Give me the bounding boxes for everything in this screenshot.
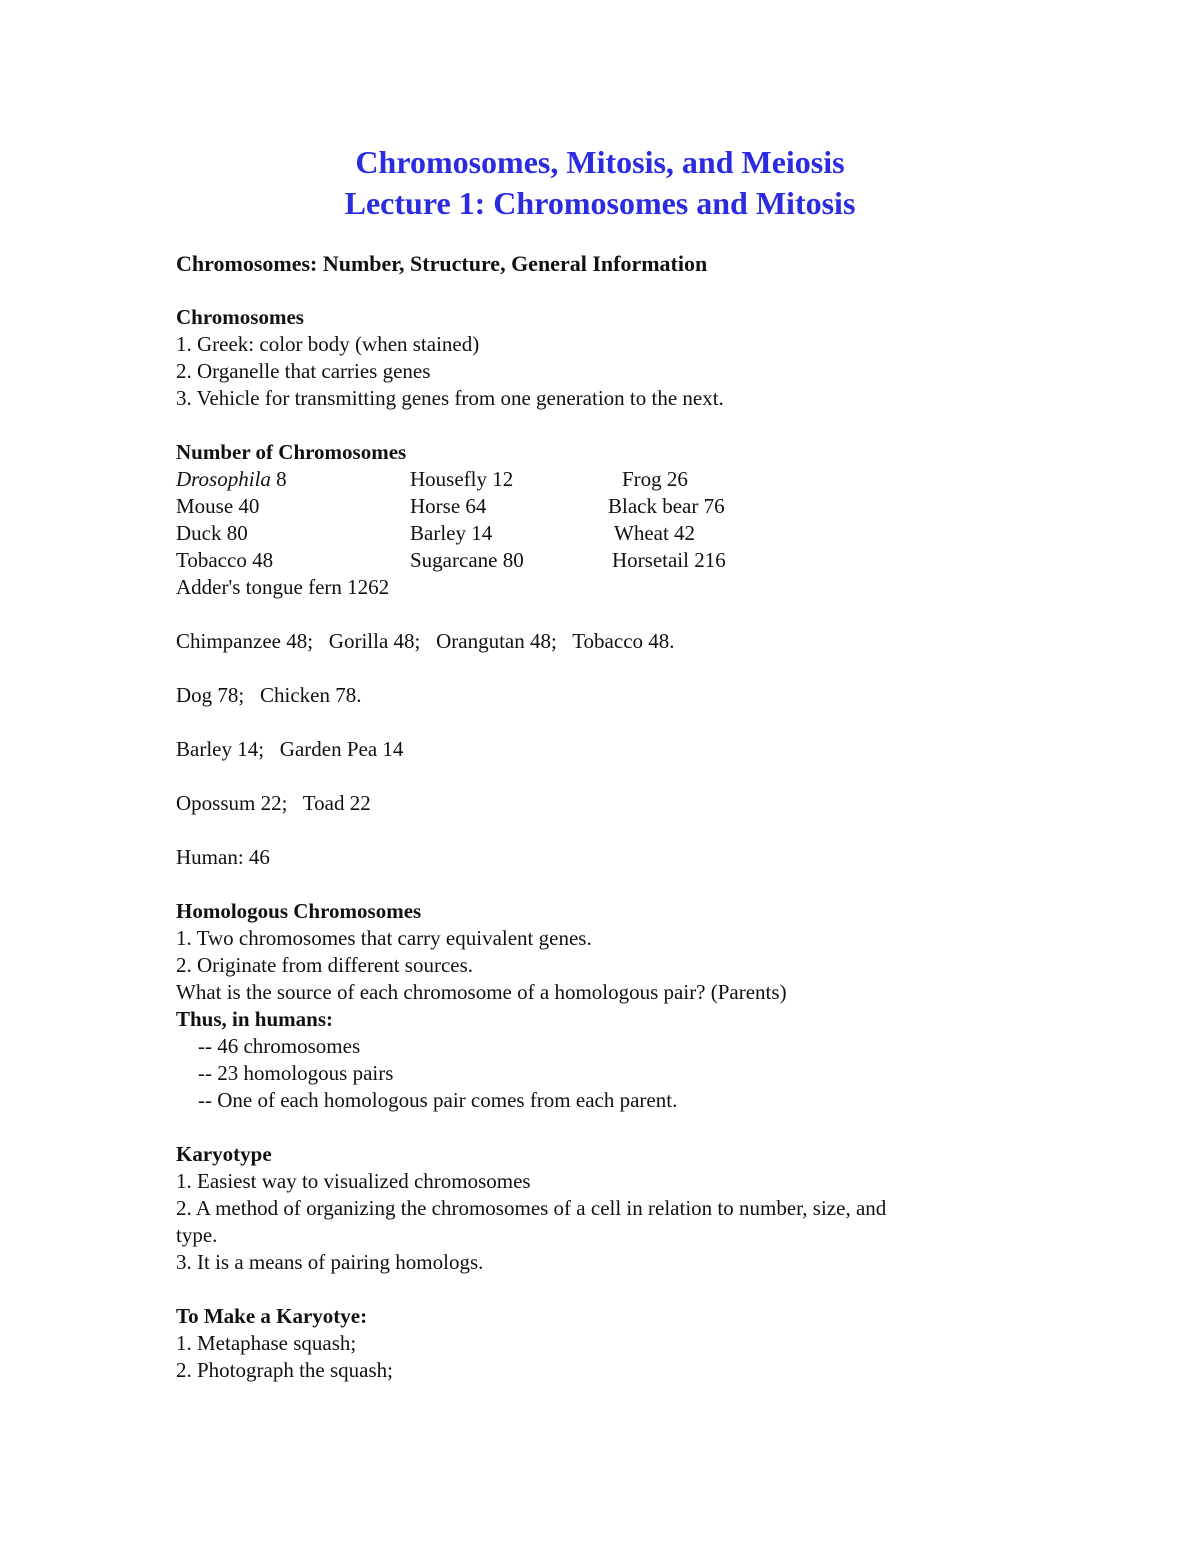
fern-line: Adder's tongue fern 1262	[176, 575, 390, 599]
species-name: Drosophila	[176, 467, 271, 491]
spacer	[176, 763, 1016, 790]
question-line: What is the source of each chromosome of a homologous pair? (Parents)	[176, 980, 787, 1004]
species-row	[176, 547, 1016, 574]
spacer	[176, 709, 1016, 736]
species-cell: Horsetail 216	[612, 548, 726, 572]
spacer	[176, 601, 1016, 628]
species-cell: Barley 14	[410, 521, 493, 545]
spacer	[176, 655, 1016, 682]
section-heading: Chromosomes: Number, Structure, General Information	[176, 251, 708, 276]
spacer	[176, 817, 1016, 844]
spacer	[176, 1276, 1016, 1303]
spacer	[176, 277, 1016, 304]
species-cell: Duck 80	[176, 521, 248, 545]
list-item: 3. It is a means of pairing homologs.	[176, 1250, 484, 1274]
species-row	[176, 520, 1016, 547]
list-item: 3. Vehicle for transmitting genes from one generation to the next.	[176, 386, 724, 410]
list-item: 2. Originate from different sources.	[176, 953, 474, 977]
title-line-2: Lecture 1: Chromosomes and Mitosis	[344, 185, 856, 221]
list-item: 2. Organelle that carries genes	[176, 359, 431, 383]
list-item: 1. Two chromosomes that carry equivalent genes.	[176, 926, 592, 950]
homologous-heading: Homologous Chromosomes	[176, 899, 422, 923]
species-cell: Tobacco 48	[176, 548, 274, 572]
number-heading: Number of Chromosomes	[176, 440, 407, 464]
document-body	[176, 250, 1016, 1384]
species-cell: Horse 64	[410, 494, 487, 518]
karyotype-heading: Karyotype	[176, 1142, 272, 1166]
species-cell: Frog 26	[622, 467, 688, 491]
make-karyotype-heading: To Make a Karyotye:	[176, 1304, 368, 1328]
species-cell	[176, 466, 287, 493]
group-line: Opossum 22; Toad 22	[176, 791, 371, 815]
spacer	[176, 1114, 1016, 1141]
list-item: 1. Easiest way to visualized chromosomes	[176, 1169, 531, 1193]
species-row	[176, 466, 1016, 493]
human-line: Human: 46	[176, 845, 270, 869]
spacer	[176, 871, 1016, 898]
species-cell: Wheat 42	[614, 521, 696, 545]
species-cell: Housefly 12	[410, 467, 514, 491]
species-cell: Sugarcane 80	[410, 548, 524, 572]
species-cell: Black bear 76	[608, 494, 725, 518]
list-item: 1. Metaphase squash;	[176, 1331, 357, 1355]
group-line: Chimpanzee 48; Gorilla 48; Orangutan 48; Tobacco 48.	[176, 629, 675, 653]
chromosomes-heading: Chromosomes	[176, 305, 304, 329]
list-item: 2. Photograph the squash;	[176, 1358, 393, 1382]
list-item: type.	[176, 1223, 218, 1247]
thus-line: Thus, in humans:	[176, 1007, 333, 1031]
list-item: 1. Greek: color body (when stained)	[176, 332, 480, 356]
bullet-item: -- 46 chromosomes	[198, 1034, 361, 1058]
species-row	[176, 493, 1016, 520]
title-line-1: Chromosomes, Mitosis, and Meiosis	[355, 144, 845, 180]
spacer	[176, 412, 1016, 439]
species-cell: Mouse 40	[176, 494, 260, 518]
bullet-item: -- One of each homologous pair comes from each parent.	[198, 1088, 678, 1112]
bullet-item: -- 23 homologous pairs	[198, 1061, 394, 1085]
group-line: Barley 14; Garden Pea 14	[176, 737, 404, 761]
group-line: Dog 78; Chicken 78.	[176, 683, 362, 707]
list-item: 2. A method of organizing the chromosomes of a cell in relation to number, size, and	[176, 1196, 887, 1220]
species-count: 8	[270, 467, 287, 491]
